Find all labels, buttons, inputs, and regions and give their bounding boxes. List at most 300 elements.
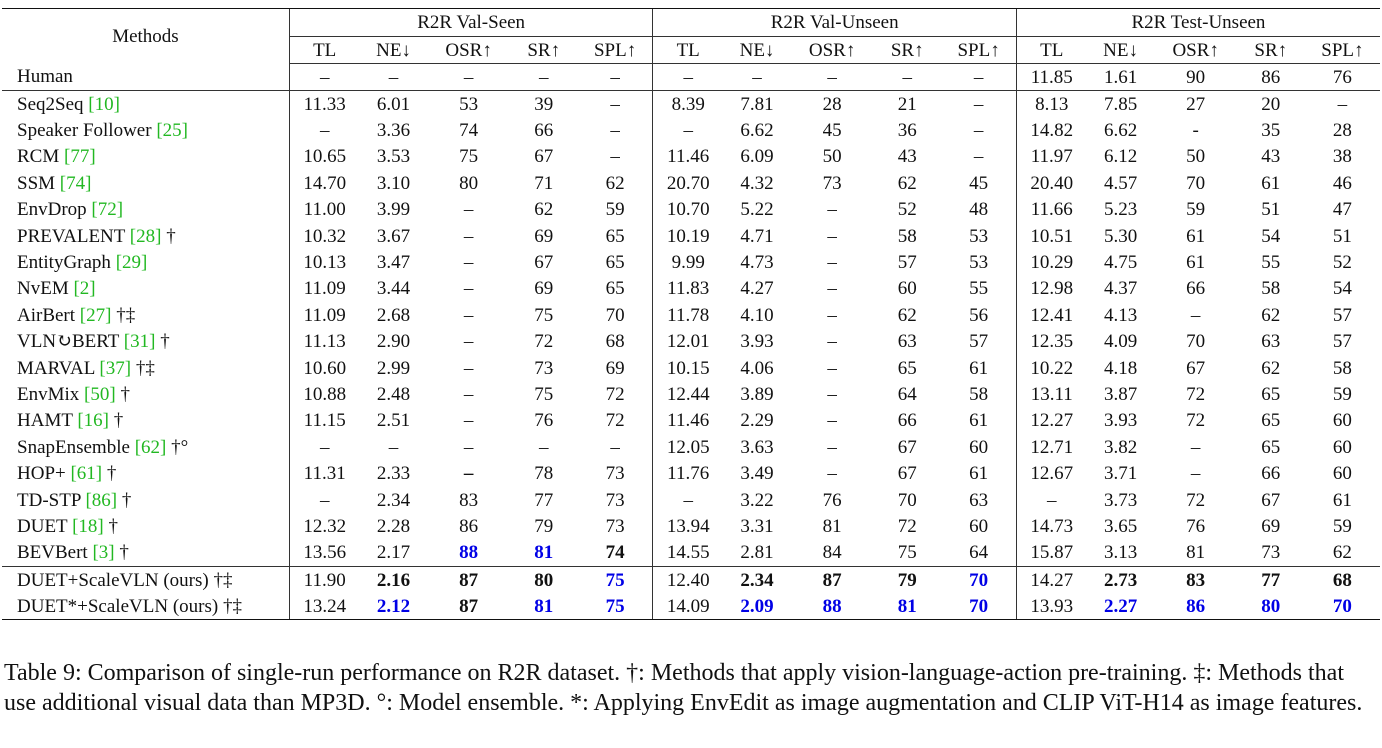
pretraining-mark: †‡ (111, 304, 136, 326)
citation-link[interactable]: [29] (115, 252, 148, 274)
table-cell: 2.12 (359, 593, 427, 620)
table-row (2, 513, 1380, 539)
table-cell: 67 (897, 463, 917, 485)
table-cell: 80 (1237, 593, 1305, 620)
table-cell: 69 (534, 278, 554, 300)
table-cell: 10.22 (1016, 355, 1086, 381)
table-cell: 57 (969, 331, 989, 353)
table-cell: – (827, 278, 837, 300)
table-cell: 72 (897, 515, 917, 537)
table-cell: 73 (605, 489, 625, 511)
table-cell: 3.73 (1103, 489, 1138, 511)
table-cell: 2.09 (723, 593, 791, 620)
results-table (2, 8, 1380, 620)
citation-link[interactable]: [62] (134, 436, 167, 458)
method-cell (2, 117, 289, 143)
table-cell: – (1190, 463, 1201, 485)
metric-header-test-unseen-3: SR↑ (1237, 37, 1305, 64)
table-row-ours (2, 593, 1380, 620)
method-name: NvEM (17, 278, 74, 300)
table-cell: 45 (969, 172, 989, 194)
table-cell: 79 (897, 569, 917, 591)
table-cell: 65 (1261, 410, 1281, 432)
table-cell: 1.61 (1087, 64, 1155, 91)
table-cell: 43 (897, 146, 917, 168)
table-cell: 67 (897, 436, 917, 458)
citation-link[interactable]: [50] (84, 383, 116, 405)
table-cell: 60 (897, 278, 917, 300)
table-cell: 4.37 (1103, 278, 1138, 300)
table-cell: 61 (1186, 225, 1206, 247)
table-cell: 70 (1186, 172, 1206, 194)
table-cell: 12.35 (1016, 329, 1086, 355)
table-cell: 28 (822, 93, 842, 115)
table-cell: 72 (1186, 383, 1206, 405)
table-cell: – (289, 434, 359, 460)
table-cell: 3.63 (740, 436, 774, 458)
table-cell: – (791, 64, 873, 91)
table-cell: 70 (605, 304, 625, 326)
table-row (2, 487, 1380, 513)
table-cell: 60 (969, 515, 989, 537)
table-cell: 4.10 (740, 304, 774, 326)
table-cell: 50 (1186, 146, 1206, 168)
table-cell: 6.01 (376, 93, 411, 115)
table-cell: – (827, 331, 837, 353)
table-cell: 20.70 (653, 170, 723, 196)
method-cell (2, 170, 289, 196)
table-cell: 11.09 (289, 302, 359, 328)
table-cell: 69 (605, 357, 625, 379)
citation-link[interactable]: [72] (91, 199, 124, 221)
group-header-val-unseen: R2R Val-Unseen (653, 9, 1017, 37)
table-cell: – (289, 487, 359, 513)
method-name: VLN↻BERT (17, 331, 124, 353)
method-cell (2, 276, 289, 302)
table-cell: 62 (897, 304, 917, 326)
citation-link[interactable]: [18] (72, 515, 104, 537)
table-cell: 10.13 (289, 249, 359, 275)
table-cell: – (610, 93, 620, 115)
table-cell: 36 (897, 120, 917, 142)
table-cell: 79 (534, 515, 554, 537)
table-cell: 4.75 (1103, 252, 1138, 274)
table-cell: 11.97 (1016, 144, 1086, 170)
table-cell: 52 (1332, 252, 1352, 274)
table-cell: 73 (605, 463, 625, 485)
citation-link[interactable]: [31] (123, 331, 156, 353)
table-cell: 2.29 (740, 410, 774, 432)
table-cell: 87 (459, 569, 479, 591)
table-cell: 4.32 (740, 172, 774, 194)
table-cell: 4.06 (740, 357, 774, 379)
table-cell: 13.56 (289, 540, 359, 567)
citation-link[interactable]: [10] (88, 93, 120, 115)
table-cell: 75 (459, 146, 479, 168)
method-cell (2, 197, 289, 223)
table-cell: 11.83 (653, 276, 723, 302)
table-cell: 76 (1305, 64, 1380, 91)
table-cell: – (463, 278, 474, 300)
pretraining-mark: † (103, 515, 118, 537)
group-header-test-unseen: R2R Test-Unseen (1016, 9, 1380, 37)
table-cell: 54 (1332, 278, 1352, 300)
method-cell (2, 249, 289, 275)
pretraining-mark: † (161, 225, 176, 247)
method-name: TD-STP (17, 489, 86, 511)
table-cell: 2.99 (376, 357, 411, 379)
table-cell: 73 (1237, 540, 1305, 567)
table-cell: 88 (428, 540, 510, 567)
metric-header-val-unseen-1: NE↓ (723, 37, 791, 64)
table-cell: 87 (822, 569, 842, 591)
table-cell: 10.70 (653, 197, 723, 223)
table-cell: 76 (822, 489, 842, 511)
table-cell: 4.13 (1103, 304, 1138, 326)
table-caption: Table 9: Comparison of single-run performance on R2R dataset. †: Methods that apply vision-language-action pre-training. ‡: Methods that use additional visual data than MP3D. °: Model ensemble. *: Applying EnvEdit as image augmentation and CLIP ViT-H14 as image features. (4, 660, 1363, 716)
table-cell: 11.31 (289, 460, 359, 486)
table-cell: 2.48 (376, 383, 411, 405)
table-cell: 66 (1261, 463, 1281, 485)
table-cell: – (973, 120, 984, 142)
citation-link[interactable]: [86] (85, 489, 118, 511)
table-cell: – (973, 93, 984, 115)
table-cell: 2.33 (376, 463, 411, 485)
table-cell: – (463, 383, 474, 405)
citation-link[interactable]: [2] (73, 278, 96, 300)
table-row (2, 197, 1380, 223)
table-cell: 11.00 (289, 197, 359, 223)
table-cell: – (827, 225, 837, 247)
table-cell: 7.81 (740, 93, 774, 115)
table-cell: 75 (534, 383, 554, 405)
method-cell (2, 381, 289, 407)
table-cell: 3.82 (1103, 436, 1138, 458)
table-cell: 75 (873, 540, 941, 567)
table-cell: 53 (969, 252, 989, 274)
table-cell: 43 (1261, 146, 1281, 168)
table-cell: 73 (822, 172, 842, 194)
method-name: RCM (17, 146, 64, 168)
table-cell: 73 (534, 357, 554, 379)
table-cell: 3.93 (1103, 410, 1138, 432)
table-cell: 72 (1186, 489, 1206, 511)
table-row (2, 117, 1380, 143)
table-cell: 12.67 (1016, 460, 1086, 486)
results-table-figure (0, 8, 1382, 716)
table-cell: 2.90 (376, 331, 411, 353)
table-cell: - (1192, 120, 1199, 142)
table-cell: 66 (897, 410, 917, 432)
table-cell: 81 (873, 593, 941, 620)
table-row-ours (2, 567, 1380, 594)
table-cell: – (359, 64, 427, 91)
table-cell: 11.09 (289, 276, 359, 302)
citation-link[interactable]: [74] (59, 172, 92, 194)
table-cell: 60 (969, 436, 989, 458)
citation-link[interactable]: [61] (70, 463, 103, 485)
method-cell (2, 302, 289, 328)
table-cell: 3.31 (740, 515, 774, 537)
method-name: Seq2Seq (17, 93, 89, 115)
table-cell: 15.87 (1016, 540, 1086, 567)
table-cell: 51 (1332, 225, 1352, 247)
citation-link[interactable]: [16] (77, 410, 110, 432)
table-cell: 20.40 (1016, 170, 1086, 196)
table-cell: 12.32 (289, 513, 359, 539)
table-cell: 2.28 (376, 515, 411, 537)
table-cell: 6.62 (740, 120, 774, 142)
table-cell: 12.44 (653, 381, 723, 407)
table-cell: 4.57 (1103, 172, 1138, 194)
table-cell: 73 (605, 515, 625, 537)
table-cell: 10.60 (289, 355, 359, 381)
table-cell: 3.87 (1103, 383, 1138, 405)
method-name: HOP+ (17, 463, 71, 485)
table-cell: 4.73 (740, 252, 774, 274)
citation-link[interactable]: [77] (64, 146, 96, 168)
table-cell: 2.34 (740, 569, 774, 591)
table-cell: – (1190, 304, 1201, 326)
table-cell: 3.49 (740, 463, 774, 485)
method-cell (2, 355, 289, 381)
table-cell: – (463, 225, 474, 247)
metric-header-val-seen-2: OSR↑ (428, 37, 510, 64)
table-row (2, 460, 1380, 486)
table-cell: 72 (534, 331, 554, 353)
table-cell: 2.34 (376, 489, 411, 511)
method-cell (2, 91, 289, 118)
table-cell: 63 (897, 331, 917, 353)
table-cell: 5.30 (1103, 225, 1138, 247)
table-cell: 5.23 (1103, 199, 1138, 221)
metric-header-val-seen-3: SR↑ (510, 37, 578, 64)
table-cell: 3.36 (376, 120, 411, 142)
table-cell: 66 (1186, 278, 1206, 300)
table-cell: 59 (1332, 515, 1352, 537)
table-cell: 6.12 (1103, 146, 1138, 168)
table-cell: 57 (1332, 304, 1352, 326)
table-cell: – (827, 199, 837, 221)
method-name: EntityGraph (17, 252, 116, 274)
table-cell: 70 (969, 569, 989, 591)
citation-link[interactable]: [25] (156, 120, 188, 142)
method-name: SnapEnsemble (17, 436, 135, 458)
table-cell: – (610, 120, 620, 142)
table-cell: 86 (1237, 64, 1305, 91)
table-cell: 9.99 (653, 249, 723, 275)
table-cell: 83 (459, 489, 479, 511)
table-cell: 80 (459, 172, 479, 194)
citation-link[interactable]: [27] (79, 304, 112, 326)
method-name: MARVAL (17, 357, 100, 379)
method-cell (2, 223, 289, 249)
table-cell: 2.17 (359, 540, 427, 567)
table-cell: – (388, 436, 399, 458)
table-cell: 57 (1332, 331, 1352, 353)
method-name: DUET+ScaleVLN (ours) †‡ (17, 569, 233, 591)
table-cell: 59 (605, 199, 625, 221)
table-cell: 3.67 (376, 225, 411, 247)
table-cell: 10.65 (289, 144, 359, 170)
results-table-body (2, 64, 1380, 620)
table-cell: 56 (969, 304, 989, 326)
metric-header-val-seen-0: TL (289, 37, 359, 64)
pretraining-mark: †‡ (131, 357, 155, 379)
table-cell: 60 (1332, 463, 1352, 485)
table-cell: 68 (1332, 569, 1352, 591)
table-cell: 12.01 (653, 329, 723, 355)
pretraining-mark: † (115, 383, 130, 405)
table-cell: 65 (1261, 383, 1281, 405)
table-cell: 90 (1155, 64, 1237, 91)
table-cell: 76 (534, 410, 554, 432)
table-cell: – (463, 199, 474, 221)
metric-header-test-unseen-1: NE↓ (1087, 37, 1155, 64)
method-cell (2, 513, 289, 539)
table-cell: – (941, 64, 1016, 91)
table-cell: 84 (791, 540, 873, 567)
table-cell: – (463, 357, 474, 379)
table-cell: 6.09 (740, 146, 774, 168)
table-cell: 80 (534, 569, 554, 591)
table-cell: 65 (605, 252, 625, 274)
table-cell: 11.15 (289, 408, 359, 434)
methods-header: Methods (2, 9, 289, 64)
table-cell: 62 (897, 172, 917, 194)
table-cell: 77 (1261, 569, 1281, 591)
citation-link[interactable]: [28] (129, 225, 162, 247)
table-row (2, 381, 1380, 407)
metric-header-test-unseen-0: TL (1016, 37, 1086, 64)
table-cell: 11.46 (653, 144, 723, 170)
table-cell: 61 (1332, 489, 1352, 511)
table-cell: 65 (605, 225, 625, 247)
table-cell: 13.93 (1016, 593, 1086, 620)
table-cell: 2.68 (376, 304, 411, 326)
table-cell: 62 (1261, 357, 1281, 379)
table-cell: – (428, 64, 510, 91)
table-cell: 11.33 (289, 91, 359, 118)
pretraining-mark: † (155, 331, 170, 353)
table-cell: 14.55 (653, 540, 723, 567)
table-cell: – (973, 146, 984, 168)
table-cell: 3.44 (376, 278, 411, 300)
table-cell: 12.41 (1016, 302, 1086, 328)
table-cell: 10.32 (289, 223, 359, 249)
table-cell: 87 (428, 593, 510, 620)
metric-header-val-unseen-2: OSR↑ (791, 37, 873, 64)
table-cell: – (463, 436, 474, 458)
metric-header-val-unseen-4: SPL↑ (941, 37, 1016, 64)
table-cell: 14.27 (1016, 567, 1086, 594)
table-cell: 70 (941, 593, 1016, 620)
table-cell: 81 (1155, 540, 1237, 567)
table-cell: 81 (510, 593, 578, 620)
table-cell: 3.71 (1103, 463, 1138, 485)
table-cell: 11.90 (289, 567, 359, 594)
table-row (2, 329, 1380, 355)
table-cell: 48 (969, 199, 989, 221)
table-cell: 2.51 (376, 410, 411, 432)
table-cell: – (1337, 93, 1348, 115)
table-cell: 72 (605, 383, 625, 405)
table-cell: 72 (1186, 410, 1206, 432)
table-row (2, 91, 1380, 118)
method-cell (2, 329, 289, 355)
metric-header-val-unseen-0: TL (653, 37, 723, 64)
table-cell: 4.27 (740, 278, 774, 300)
table-cell: 59 (1332, 383, 1352, 405)
table-row (2, 540, 1380, 567)
pretraining-mark: † (109, 410, 124, 432)
table-cell: 52 (897, 199, 917, 221)
table-cell: 69 (534, 225, 554, 247)
table-cell: 3.65 (1103, 515, 1138, 537)
table-cell: 81 (510, 540, 578, 567)
table-cell: 75 (578, 593, 653, 620)
table-cell: 28 (1332, 120, 1352, 142)
table-cell: – (827, 410, 837, 432)
table-cell: 27 (1186, 93, 1206, 115)
citation-link[interactable]: [3] (92, 542, 115, 564)
table-cell: 13.94 (653, 513, 723, 539)
table-cell: 47 (1332, 199, 1352, 221)
table-cell: 3.13 (1087, 540, 1155, 567)
table-cell: 4.71 (740, 225, 774, 247)
table-cell: – (463, 410, 474, 432)
table-cell: 10.88 (289, 381, 359, 407)
table-cell: 12.05 (653, 434, 723, 460)
table-cell: 74 (459, 120, 479, 142)
table-row (2, 276, 1380, 302)
table-cell: 8.39 (653, 91, 723, 118)
table-cell: 71 (534, 172, 554, 194)
pretraining-mark: † (117, 489, 132, 511)
table-cell: 14.73 (1016, 513, 1086, 539)
table-cell: 4.18 (1103, 357, 1138, 379)
table-cell: 58 (969, 383, 989, 405)
table-cell: 5.22 (740, 199, 774, 221)
table-cell: – (827, 463, 837, 485)
table-cell: 60 (1332, 436, 1352, 458)
table-cell: 11.78 (653, 302, 723, 328)
table-cell: 86 (1155, 593, 1237, 620)
table-row (2, 249, 1380, 275)
table-cell: – (827, 383, 837, 405)
table-cell: – (610, 436, 620, 458)
table-row (2, 223, 1380, 249)
method-name: Human (2, 64, 289, 91)
table-cell: 62 (605, 172, 625, 194)
table-cell: 61 (1186, 252, 1206, 274)
citation-link[interactable]: [37] (99, 357, 132, 379)
table-cell: 11.13 (289, 329, 359, 355)
metric-header-val-unseen-3: SR↑ (873, 37, 941, 64)
table-cell: 62 (534, 199, 554, 221)
table-cell: 66 (534, 120, 554, 142)
table-cell: 58 (1332, 357, 1352, 379)
table-cell: 53 (969, 225, 989, 247)
table-row (2, 355, 1380, 381)
table-cell: 13.24 (289, 593, 359, 620)
table-cell: – (463, 304, 474, 326)
table-cell: 12.40 (653, 567, 723, 594)
table-cell: – (289, 117, 359, 143)
table-cell: – (463, 463, 474, 485)
table-cell: 63 (969, 489, 989, 511)
table-cell: 76 (1186, 515, 1206, 537)
